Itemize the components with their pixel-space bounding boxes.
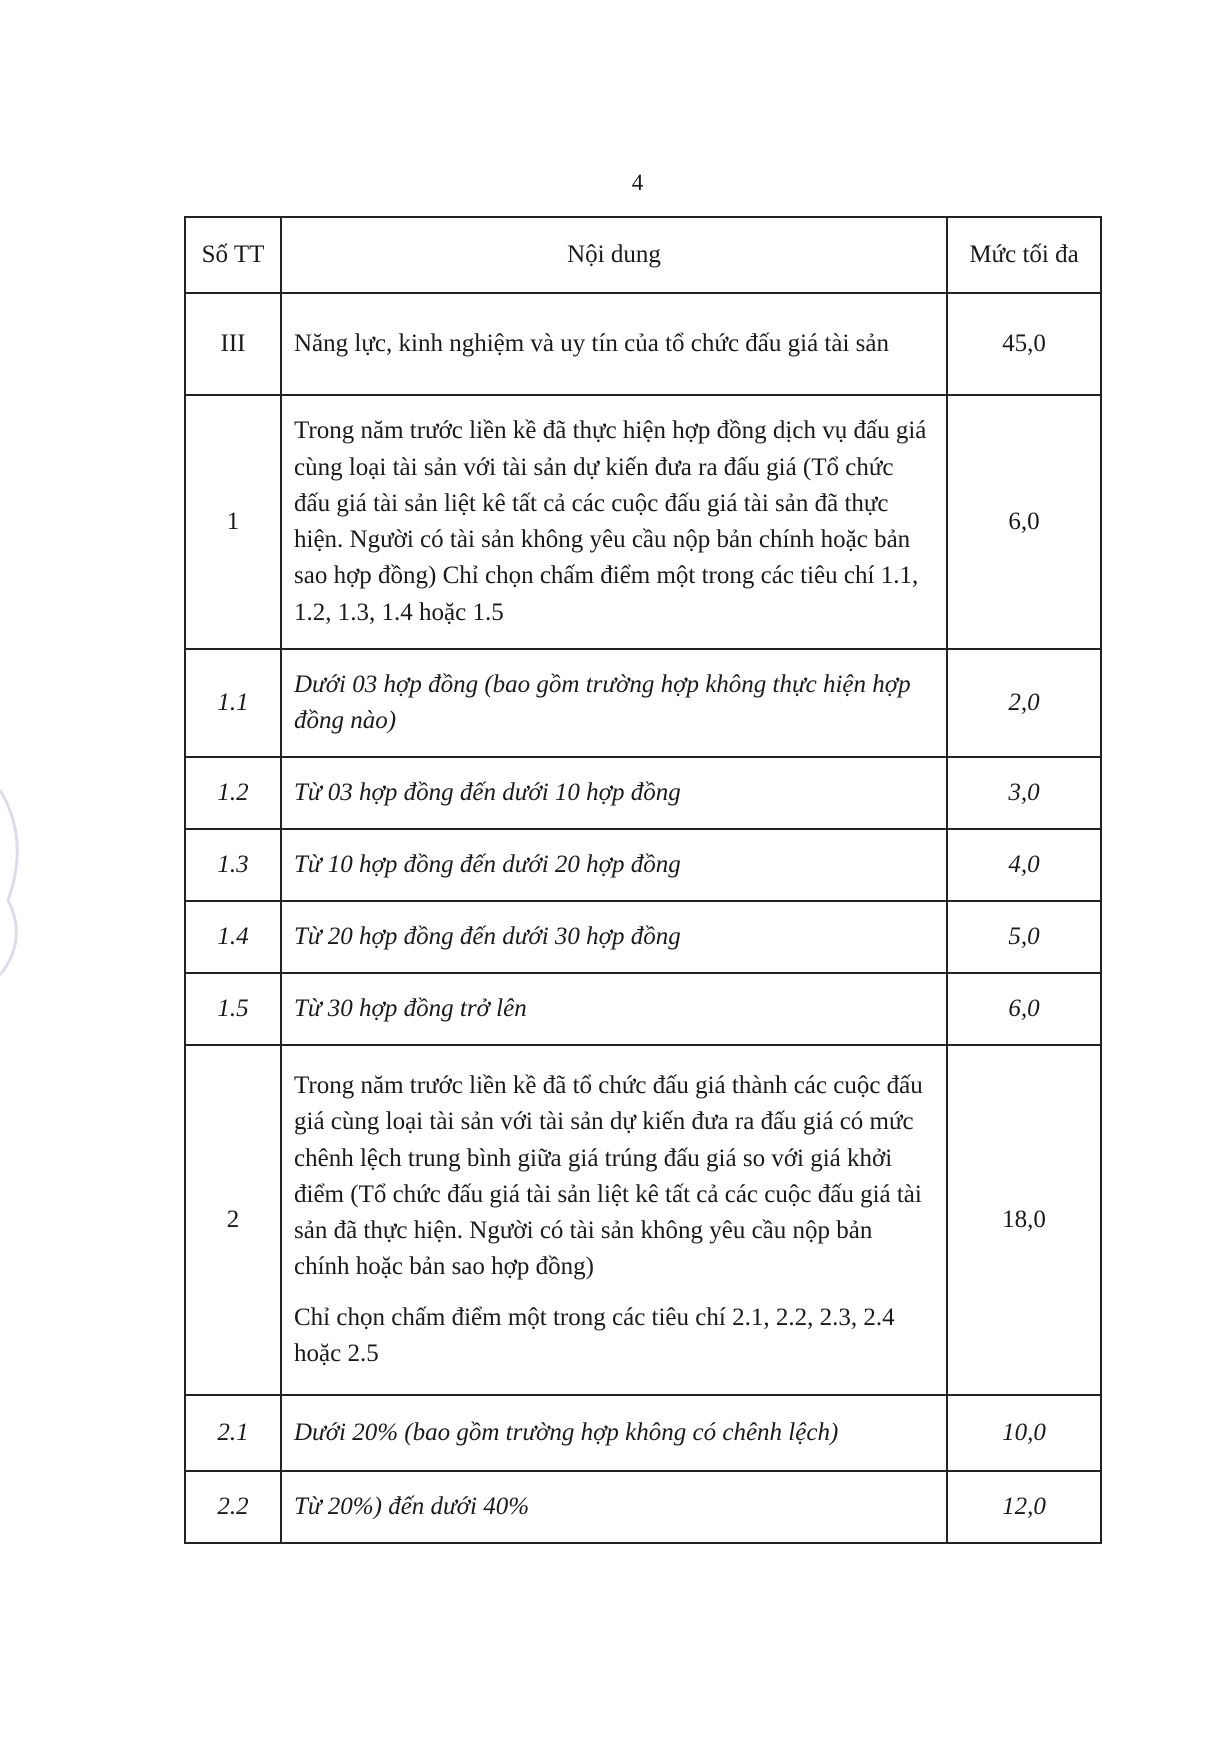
table-row [185,395,1101,649]
row-content-paragraph: Trong năm trước liền kề đã tổ chức đấu giá thành các cuộc đấu giá cùng loại tài sản với tài sản dự kiến đưa ra đấu giá có mức chênh lệch trung bình giữa giá trúng đấu giá so với giá khởi điểm (Tổ chức đấu giá tài sản liệt kê tất cả các cuộc đấu giá tài sản đã thực hiện. Người có tài sản không yêu cầu nộp bản chính hoặc bản sao hợp đồng) [294,1072,923,1281]
table-row [185,293,1101,395]
row-no: 1.4 [185,901,281,973]
header-content: Nội dung [281,217,947,293]
row-max: 5,0 [947,901,1101,973]
criteria-table [184,216,1102,1544]
row-no: 1.3 [185,829,281,901]
table-row [185,973,1101,1045]
row-max: 18,0 [947,1045,1101,1395]
row-content: Dưới 20% (bao gồm trường hợp không có chênh lệch) [281,1395,947,1471]
row-max: 45,0 [947,293,1101,395]
table-row [185,1395,1101,1471]
row-max: 3,0 [947,757,1101,829]
table-row [185,757,1101,829]
row-max: 4,0 [947,829,1101,901]
table-header-row [185,217,1101,293]
header-max: Mức tối đa [947,217,1101,293]
row-no: 2.1 [185,1395,281,1471]
row-content: Từ 20%) đến dưới 40% [281,1471,947,1543]
table-row [185,1471,1101,1543]
header-no: Số TT [185,217,281,293]
table-row [185,649,1101,757]
row-no: 1.2 [185,757,281,829]
row-content: Từ 03 hợp đồng đến dưới 10 hợp đồng [281,757,947,829]
row-no: 1.1 [185,649,281,757]
row-max: 12,0 [947,1471,1101,1543]
row-max: 10,0 [947,1395,1101,1471]
row-no: 1.5 [185,973,281,1045]
row-max: 6,0 [947,973,1101,1045]
row-no: 2 [185,1045,281,1395]
row-no: 2.2 [185,1471,281,1543]
page-number: 4 [631,170,644,195]
row-content: Năng lực, kinh nghiệm và uy tín của tổ chức đấu giá tài sản [281,293,947,395]
row-content: Dưới 03 hợp đồng (bao gồm trường hợp không thực hiện hợp đồng nào) [281,649,947,757]
stamp-edge-mark [0,780,40,980]
table-row [185,829,1101,901]
row-max: 6,0 [947,395,1101,649]
row-content-paragraph: Chỉ chọn chấm điểm một trong các tiêu chí 2.1, 2.2, 2.3, 2.4 hoặc 2.5 [294,1303,895,1367]
row-content [281,1045,947,1395]
row-content: Từ 20 hợp đồng đến dưới 30 hợp đồng [281,901,947,973]
row-content: Trong năm trước liền kề đã thực hiện hợp đồng dịch vụ đấu giá cùng loại tài sản với tài sản dự kiến đưa ra đấu giá (Tổ chức đấu giá tài sản liệt kê tất cả các cuộc đấu giá tài sản đã thực hiện. Người có tài sản không yêu cầu nộp bản chính hoặc bản sao hợp đồng) Chỉ chọn chấm điểm một trong các tiêu chí 1.1, 1.2, 1.3, 1.4 hoặc 1.5 [281,395,947,649]
row-no: 1 [185,395,281,649]
table-row [185,901,1101,973]
row-content: Từ 10 hợp đồng đến dưới 20 hợp đồng [281,829,947,901]
row-max: 2,0 [947,649,1101,757]
row-no: III [185,293,281,395]
table-row [185,1045,1101,1395]
row-content: Từ 30 hợp đồng trở lên [281,973,947,1045]
